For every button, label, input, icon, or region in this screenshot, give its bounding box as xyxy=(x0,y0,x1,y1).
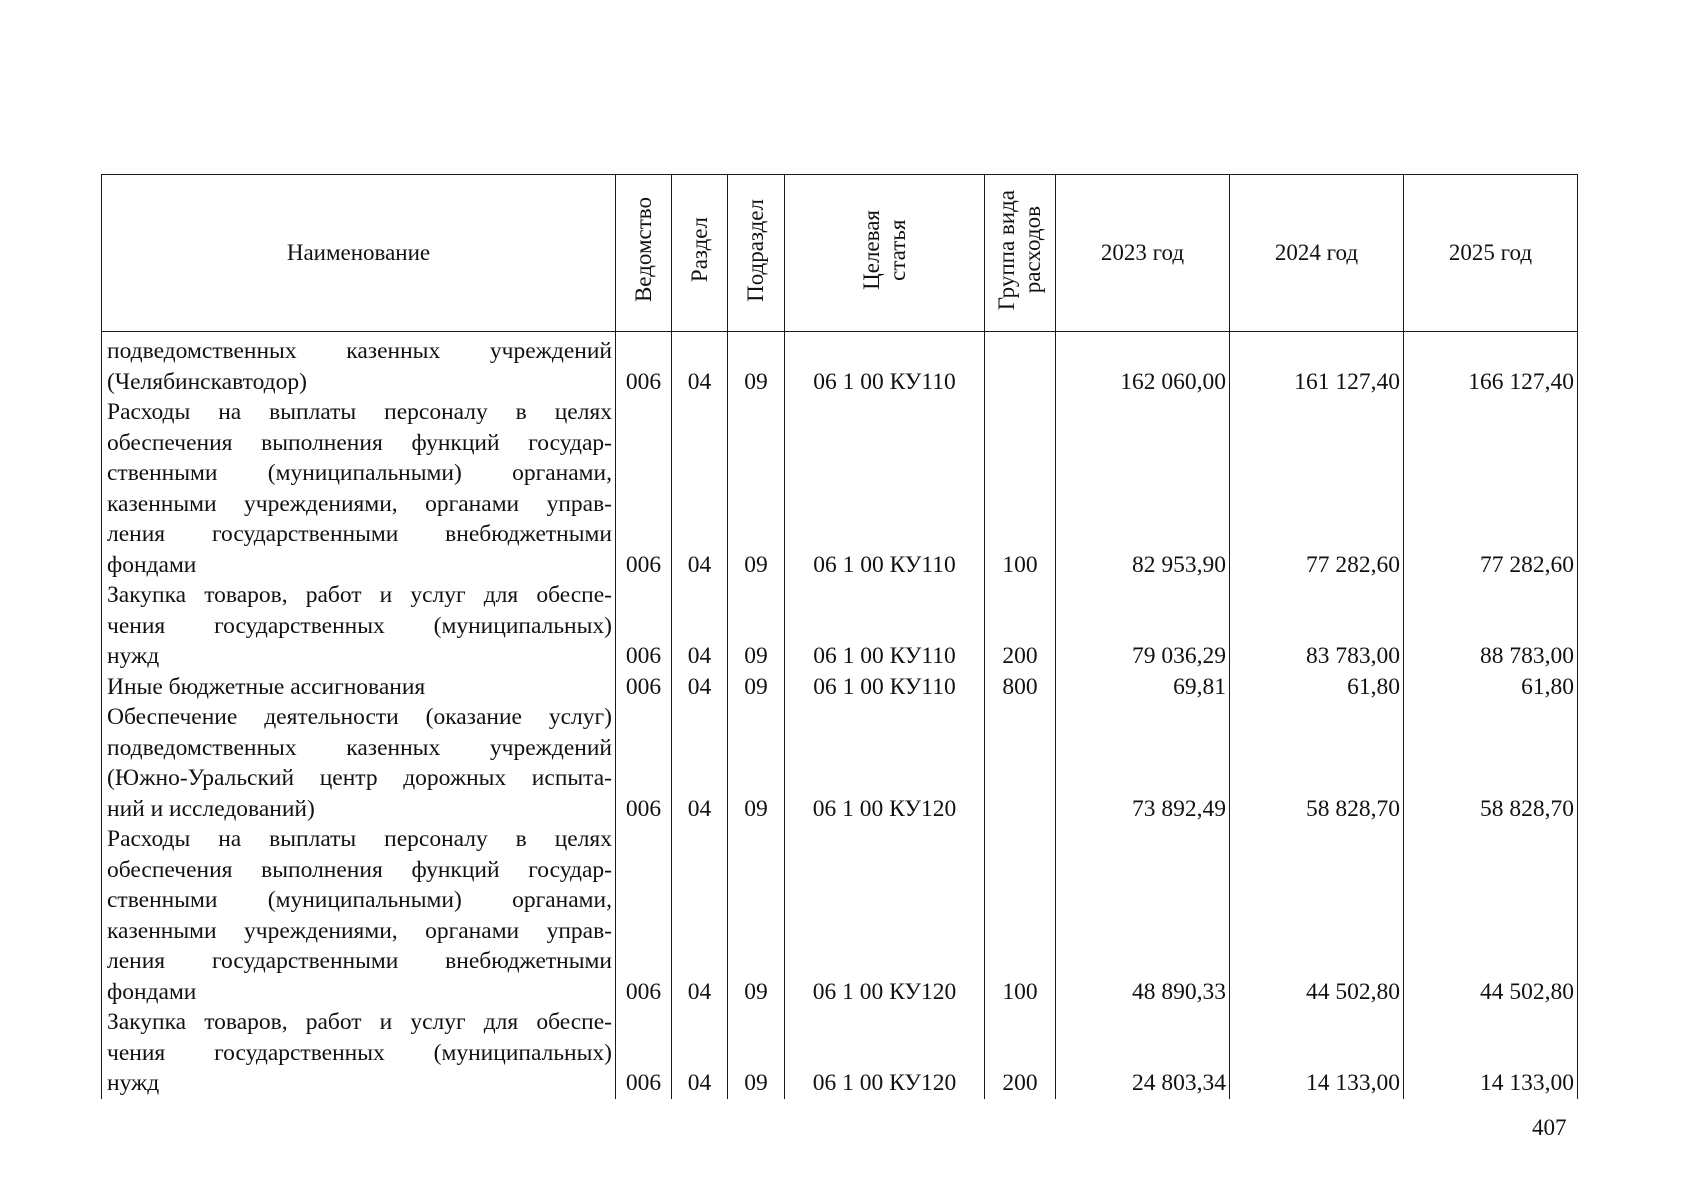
table-row xyxy=(102,397,1578,580)
header-gvr-line-1: Группа вида xyxy=(994,189,1019,311)
header-vedomstvo-label: Ведомство xyxy=(630,197,656,303)
row-value-2024: 44 502,80 xyxy=(1230,824,1404,1007)
row-podrazdel: 09 xyxy=(728,332,785,398)
row-name-line: Расходы на выплаты персоналу в целях xyxy=(107,826,612,852)
row-name xyxy=(102,1007,616,1099)
table-row xyxy=(102,1007,1578,1099)
row-podrazdel: 09 xyxy=(728,397,785,580)
row-name-line: Обеспечение деятельности (оказание услуг) xyxy=(107,704,612,730)
row-name xyxy=(102,332,616,398)
row-podrazdel: 09 xyxy=(728,702,785,824)
row-value-2023: 162 060,00 xyxy=(1056,332,1230,398)
table-header xyxy=(102,175,1578,332)
row-name-line: казенными учреждениями, органами управ- xyxy=(107,490,612,517)
header-cs-line-1: Целевая xyxy=(858,210,884,290)
row-razdel: 04 xyxy=(672,397,728,580)
row-name-line: чения государственных (муниципальных) xyxy=(107,1039,612,1066)
row-value-2023: 24 803,34 xyxy=(1056,1007,1230,1099)
row-value-2023: 73 892,49 xyxy=(1056,702,1230,824)
header-gruppa-vida-rashodov xyxy=(985,175,1056,332)
row-value-2024: 61,80 xyxy=(1230,672,1404,703)
row-gruppa-vida-rashodov: 800 xyxy=(985,672,1056,703)
row-value-2025: 88 783,00 xyxy=(1404,580,1578,672)
row-name-line: (Челябинскавтодор) xyxy=(107,368,307,395)
header-celevaya-statya-label xyxy=(859,210,911,290)
row-vedomstvo: 006 xyxy=(616,702,672,824)
row-name-line: чения государственных (муниципальных) xyxy=(107,612,612,639)
row-value-2025: 166 127,40 xyxy=(1404,332,1578,398)
header-razdel xyxy=(672,175,728,332)
row-name xyxy=(102,702,616,824)
header-name xyxy=(102,175,616,332)
row-podrazdel: 09 xyxy=(728,1007,785,1099)
budget-table xyxy=(101,174,1578,1099)
row-razdel: 04 xyxy=(672,702,728,824)
header-gvr-label xyxy=(994,190,1046,310)
row-value-2025: 77 282,60 xyxy=(1404,397,1578,580)
row-vedomstvo: 006 xyxy=(616,1007,672,1099)
row-value-2024: 58 828,70 xyxy=(1230,702,1404,824)
row-vedomstvo: 006 xyxy=(616,397,672,580)
row-value-2023: 48 890,33 xyxy=(1056,824,1230,1007)
row-vedomstvo: 006 xyxy=(616,580,672,672)
header-2025-label: 2025 год xyxy=(1448,240,1533,265)
row-value-2025: 58 828,70 xyxy=(1404,702,1578,824)
header-name-label: Наименование xyxy=(286,240,431,265)
row-podrazdel: 09 xyxy=(728,580,785,672)
row-celevaya-statya: 06 1 00 КУ120 xyxy=(785,824,985,1007)
row-name-line: ственными (муниципальными) органами, xyxy=(107,887,612,913)
row-name-line: ления государственными внебюджетными xyxy=(107,948,612,974)
row-podrazdel: 09 xyxy=(728,672,785,703)
row-celevaya-statya: 06 1 00 КУ120 xyxy=(785,702,985,824)
row-gruppa-vida-rashodov: 200 xyxy=(985,1007,1056,1099)
row-value-2024: 161 127,40 xyxy=(1230,332,1404,398)
row-value-2023: 69,81 xyxy=(1056,672,1230,703)
header-podrazdel xyxy=(728,175,785,332)
row-gruppa-vida-rashodov xyxy=(985,702,1056,824)
row-vedomstvo: 006 xyxy=(616,824,672,1007)
row-value-2024: 14 133,00 xyxy=(1230,1007,1404,1099)
row-gruppa-vida-rashodov: 100 xyxy=(985,397,1056,580)
row-name-line: фондами xyxy=(107,978,197,1005)
row-value-2024: 83 783,00 xyxy=(1230,580,1404,672)
row-name xyxy=(102,397,616,580)
row-podrazdel: 09 xyxy=(728,824,785,1007)
row-name xyxy=(102,580,616,672)
header-podrazdel-label: Подраздел xyxy=(743,198,768,302)
row-name-line: ственными (муниципальными) органами, xyxy=(107,460,612,486)
row-razdel: 04 xyxy=(672,1007,728,1099)
row-name-line: ний и исследований) xyxy=(107,795,315,822)
header-razdel-label: Раздел xyxy=(686,217,712,283)
table-body xyxy=(102,332,1578,1099)
row-name-line: ления государственными внебюджетными xyxy=(107,521,612,547)
header-celevaya-statya xyxy=(785,175,985,332)
row-name xyxy=(102,824,616,1007)
row-name-line: Расходы на выплаты персоналу в целях xyxy=(107,399,612,425)
row-name-line: подведомственных казенных учреждений xyxy=(107,734,612,761)
row-celevaya-statya: 06 1 00 КУ110 xyxy=(785,397,985,580)
row-value-2024: 77 282,60 xyxy=(1230,397,1404,580)
header-2023 xyxy=(1056,175,1230,332)
row-vedomstvo: 006 xyxy=(616,672,672,703)
header-2024-label: 2024 год xyxy=(1274,240,1359,265)
row-name-line: нужд xyxy=(107,1070,160,1096)
header-2024 xyxy=(1230,175,1404,332)
row-name-line: подведомственных казенных учреждений xyxy=(107,338,612,364)
row-value-2023: 79 036,29 xyxy=(1056,580,1230,672)
budget-table-container xyxy=(101,174,1577,1099)
row-vedomstvo: 006 xyxy=(616,332,672,398)
header-cs-line-2: статья xyxy=(884,219,910,281)
row-razdel: 04 xyxy=(672,824,728,1007)
row-razdel: 04 xyxy=(672,672,728,703)
header-vedomstvo xyxy=(616,175,672,332)
row-razdel: 04 xyxy=(672,332,728,398)
row-name-line: обеспечения выполнения функций государ- xyxy=(107,429,612,456)
row-name-line: (Южно-Уральский центр дорожных испыта- xyxy=(107,765,612,791)
row-name-line: Закупка товаров, работ и услуг для обеспе- xyxy=(107,582,612,608)
row-value-2025: 61,80 xyxy=(1404,672,1578,703)
header-2025 xyxy=(1404,175,1578,332)
row-gruppa-vida-rashodov: 200 xyxy=(985,580,1056,672)
row-name-line: нужд xyxy=(107,643,160,669)
row-gruppa-vida-rashodov: 100 xyxy=(985,824,1056,1007)
table-row xyxy=(102,824,1578,1007)
row-celevaya-statya: 06 1 00 КУ110 xyxy=(785,672,985,703)
table-row xyxy=(102,332,1578,398)
row-name-line: казенными учреждениями, органами управ- xyxy=(107,917,612,944)
table-row xyxy=(102,580,1578,672)
row-razdel: 04 xyxy=(672,580,728,672)
row-name xyxy=(102,672,616,703)
row-value-2023: 82 953,90 xyxy=(1056,397,1230,580)
row-name-line: Закупка товаров, работ и услуг для обеспе- xyxy=(107,1009,612,1035)
page-number: 407 xyxy=(1532,1115,1567,1140)
header-gvr-line-2: расходов xyxy=(1020,206,1045,294)
table-row xyxy=(102,672,1578,703)
row-celevaya-statya: 06 1 00 КУ110 xyxy=(785,580,985,672)
row-name-line: Иные бюджетные ассигнования xyxy=(107,673,426,700)
row-name-line: обеспечения выполнения функций государ- xyxy=(107,856,612,883)
row-name-line: фондами xyxy=(107,551,197,578)
table-row xyxy=(102,702,1578,824)
row-value-2025: 14 133,00 xyxy=(1404,1007,1578,1099)
row-value-2025: 44 502,80 xyxy=(1404,824,1578,1007)
row-gruppa-vida-rashodov xyxy=(985,332,1056,398)
row-celevaya-statya: 06 1 00 КУ120 xyxy=(785,1007,985,1099)
header-2023-label: 2023 год xyxy=(1100,240,1185,265)
row-celevaya-statya: 06 1 00 КУ110 xyxy=(785,332,985,398)
